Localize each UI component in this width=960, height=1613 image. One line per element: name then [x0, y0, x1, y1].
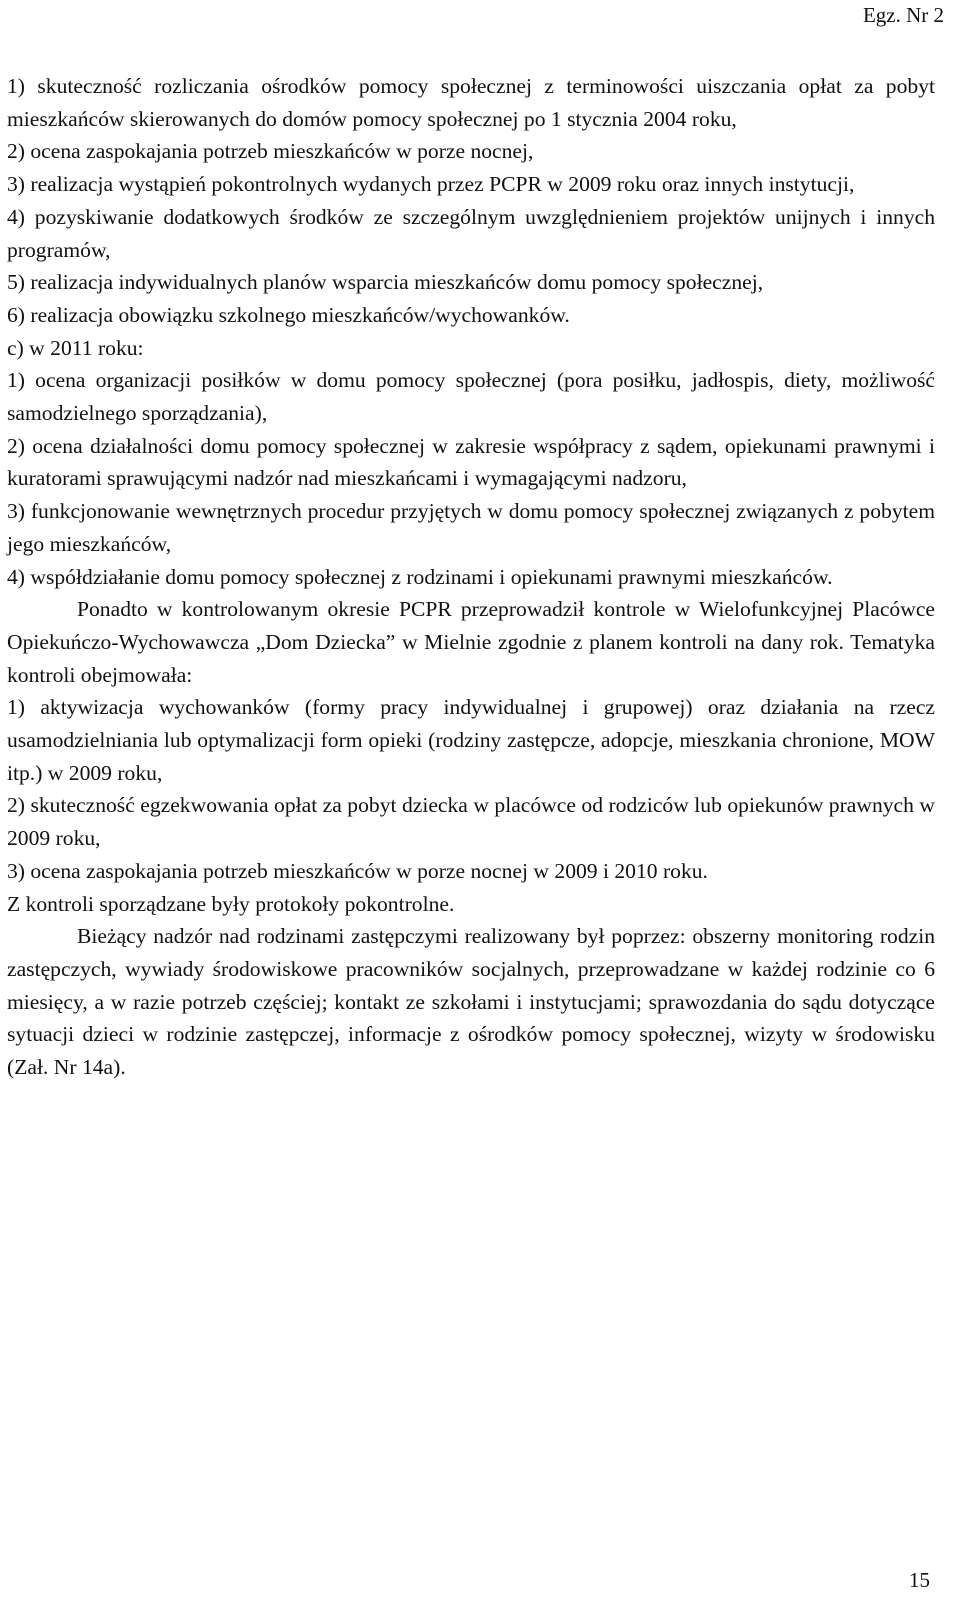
- paragraph-11: 4) współdziałanie domu pomocy społecznej z rodzinami i opiekunami prawnymi mieszkańców.: [7, 564, 833, 589]
- paragraph-17: Bieżący nadzór nad rodzinami zastępczymi realizowany był poprzez: obszerny monitoring rodzin zastępczych, wywiady środowiskowe pracowników socjalnych, przeprowadzane w każdej rodzinie co 6 miesięcy, a w razie potrzeb częściej; kontakt ze szkołami i instytucjami; sprawozdania do sądu dotyczące sytuacji dzieci w rodzinie zastępczej, informacje z ośrodków pomocy społecznej, wizyty w środowisku (Zał. Nr 14a).: [7, 924, 935, 1080]
- paragraph-3: 3) realizacja wystąpień pokontrolnych wydanych przez PCPR w 2009 roku oraz innych instytucji,: [7, 172, 855, 197]
- paragraph-14: 2) skuteczność egzekwowania opłat za pobyt dziecka w placówce od rodziców lub opiekunów prawnych w 2009 roku,: [7, 793, 935, 851]
- paragraph-1: 1) skuteczność rozliczania ośrodków pomocy społecznej z terminowości uiszczania opłat za pobyt mieszkańców skierowanych do domów pomocy społecznej po 1 stycznia 2004 roku,: [7, 74, 935, 131]
- paragraph-2: 2) ocena zaspokajania potrzeb mieszkańców w porze nocnej,: [7, 139, 534, 164]
- paragraph-4: 4) pozyskiwanie dodatkowych środków ze szczególnym uwzględnieniem projektów unijnych i innych programów,: [7, 204, 935, 262]
- paragraph-13: 1) aktywizacja wychowanków (formy pracy indywidualnej i grupowej) oraz działania na rzecz usamodzielniania lub optymalizacji form opieki (rodziny zastępcze, adopcje, mieszkania chronione, MOW itp.) w 2009 roku,: [7, 695, 935, 785]
- page-number: 15: [909, 1568, 930, 1592]
- paragraph-9: 2) ocena działalności domu pomocy społecznej w zakresie współpracy z sądem, opiekunami prawnymi i kuratorami sprawującymi nadzór nad mieszkańcami i wymagającymi nadzoru,: [7, 433, 935, 491]
- document-body: [7, 70, 935, 1084]
- document-copy-number: Egz. Nr 2: [862, 3, 944, 27]
- paragraph-12: Ponadto w kontrolowanym okresie PCPR przeprowadził kontrole w Wielofunkcyjnej Placówce Opiekuńczo-Wychowawcza „Dom Dziecka” w Mielnie zgodnie z planem kontroli na dany rok. Tematyka kontroli obejmowała:: [7, 597, 935, 687]
- paragraph-5: 5) realizacja indywidualnych planów wsparcia mieszkańców domu pomocy społecznej,: [7, 270, 764, 295]
- paragraph-10: 3) funkcjonowanie wewnętrznych procedur przyjętych w domu pomocy społecznej związanych z pobytem jego mieszkańców,: [7, 499, 935, 556]
- paragraph-15: 3) ocena zaspokajania potrzeb mieszkańców w porze nocnej w 2009 i 2010 roku.: [7, 858, 708, 883]
- paragraph-6: 6) realizacja obowiązku szkolnego mieszkańców/wychowanków.: [7, 302, 570, 327]
- paragraph-16: Z kontroli sporządzane były protokoły pokontrolne.: [7, 891, 455, 916]
- paragraph-8: 1) ocena organizacji posiłków w domu pomocy społecznej (pora posiłku, jadłospis, diety, możliwość samodzielnego sporządzania),: [7, 368, 935, 426]
- section-heading-2011: c) w 2011 roku:: [7, 335, 144, 360]
